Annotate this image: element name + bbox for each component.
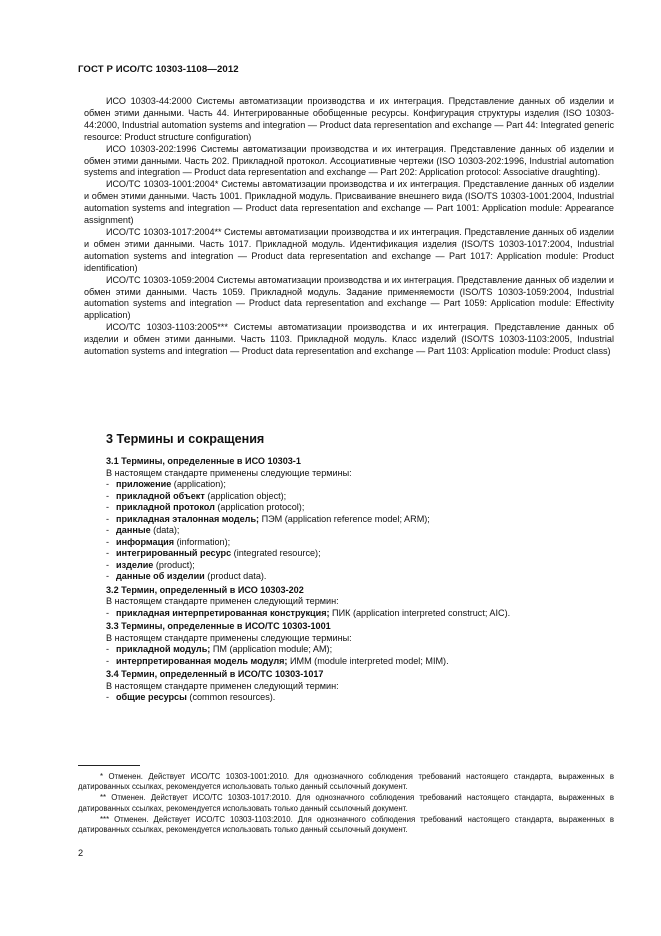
reference-text: Системы автоматизации производства и их интеграция. Представление данных об изделии и обмен этими данными. Часть 1103. Прикладной модуль. Класс изделий (ISO/TS 10303-1103:2005, Industrial automation systems and integration — Product data representation and exchange — Part 1103: Application module: Product class) bbox=[84, 322, 614, 357]
term-name: интегрированный ресурс bbox=[116, 548, 232, 558]
term-name: прикладной объект bbox=[116, 490, 205, 501]
term-name: информация bbox=[116, 536, 175, 547]
term-name: прикладной модуль; bbox=[116, 644, 211, 654]
term-item bbox=[106, 491, 616, 503]
reference-entry bbox=[84, 144, 614, 180]
list-dash: - bbox=[106, 571, 110, 581]
term-list bbox=[106, 644, 616, 667]
term-name: интерпретированная модель модуля; bbox=[116, 655, 288, 666]
term-name: данные об изделии bbox=[116, 571, 205, 581]
list-dash: - bbox=[106, 536, 110, 547]
reference-code: ИСО/ТС 10303-1017:2004** bbox=[106, 226, 222, 237]
term-rest: ПЭМ (application reference model; ARM); bbox=[259, 513, 430, 524]
term-list bbox=[106, 692, 616, 704]
subsection-heading: 3.1 Термины, определенные в ИСО 10303-1 bbox=[106, 456, 301, 466]
term-item bbox=[106, 644, 616, 656]
list-dash: - bbox=[106, 655, 110, 666]
term-rest: (product); bbox=[153, 559, 195, 570]
reference-code: ИСО/ТС 10303-1001:2004* bbox=[106, 179, 219, 190]
reference-text: Системы автоматизации производства и их интеграция. Представление данных об изделии и обмен этими данными. Часть 1059. Прикладной модуль. Задание применяемости (ISO/TS 10303-1059:2004, Industrial automation systems and integration — Product data representation and exchange — Part 1059: Application module: Effectivity application) bbox=[84, 274, 614, 321]
term-list bbox=[106, 479, 616, 583]
term-rest: (common resources). bbox=[186, 692, 276, 702]
term-item bbox=[106, 479, 616, 491]
reference-entry bbox=[84, 96, 614, 144]
term-rest: (application); bbox=[171, 479, 226, 489]
list-dash: - bbox=[106, 548, 110, 558]
subsection-intro: В настоящем стандарте применены следующие термины: bbox=[106, 632, 352, 643]
reference-text: Системы автоматизации производства и их интеграция. Представление данных об изделии и обмен этими данными. Часть 44. Интегрированные обобщенные ресурсы. Конфигурация структуры изделия (ISO 10303-44:2000, Industrial automation systems and integration — Product data representation and exchange — Part 44: Integrated generic resource: Product structure configuration) bbox=[84, 96, 614, 142]
term-rest: (application protocol); bbox=[214, 502, 305, 512]
term-list bbox=[106, 608, 616, 620]
list-dash: - bbox=[106, 559, 110, 570]
term-name: прикладной протокол bbox=[116, 502, 215, 512]
term-rest: ИММ (module interpreted model; MIM). bbox=[287, 655, 449, 666]
section-title: 3 Термины и сокращения bbox=[106, 432, 265, 446]
reference-entry bbox=[84, 179, 614, 227]
term-name: общие ресурсы bbox=[116, 692, 187, 702]
subsection-intro: В настоящем стандарте применен следующий термин: bbox=[106, 680, 339, 691]
list-dash: - bbox=[106, 644, 110, 654]
reference-entry bbox=[84, 275, 614, 323]
term-item bbox=[106, 692, 616, 704]
reference-entry bbox=[84, 227, 614, 275]
list-dash: - bbox=[106, 490, 110, 501]
term-rest: (application object); bbox=[204, 490, 287, 501]
footnote-divider bbox=[78, 765, 140, 766]
reference-entry bbox=[84, 322, 614, 358]
term-rest: ПМ (application module; AM); bbox=[210, 644, 333, 654]
footnote: * Отменен. Действует ИСО/ТС 10303-1001:2010. Для однозначного соблюдения требований настоящего стандарта, выраженных в датированных ссылках, рекомендуется использовать только данный ссылочный документ. bbox=[78, 772, 614, 792]
term-item bbox=[106, 537, 616, 549]
term-item bbox=[106, 514, 616, 526]
reference-text: Системы автоматизации производства и их интеграция. Представление данных об изделии и обмен этими данными. Часть 1001. Прикладной модуль. Присваивание внешнего вида (ISO/TS 10303-1001:2004, Industrial automation systems and integration — Product data representation and exchange — Part 1001: Application module: Appearance assignment) bbox=[84, 179, 614, 226]
reference-text: Системы автоматизации производства и их интеграция. Представление данных об изделии и обмен этими данными. Часть 202. Прикладной протокол. Ассоциативные чертежи (ISO 10303-202:1996, Industrial automation systems and integration — Product data representation and exchange — Part 202: Application protocol: Associative draughting). bbox=[84, 143, 614, 178]
term-name: изделие bbox=[116, 559, 154, 570]
subsection-intro: В настоящем стандарте применены следующие термины: bbox=[106, 467, 352, 478]
term-rest: (product data). bbox=[204, 571, 267, 581]
term-name: данные bbox=[116, 525, 151, 535]
term-item bbox=[106, 548, 616, 560]
list-dash: - bbox=[106, 607, 110, 618]
subsection-intro: В настоящем стандарте применен следующий термин: bbox=[106, 596, 339, 606]
term-name: прикладная интерпретированная конструкция; bbox=[116, 607, 330, 618]
term-rest: (integrated resource); bbox=[231, 548, 321, 558]
subsection-heading: 3.4 Термин, определенный в ИСО/ТС 10303-1017 bbox=[106, 669, 324, 679]
reference-code: ИСО/ТС 10303-1103:2005*** bbox=[106, 322, 228, 333]
document-header: ГОСТ Р ИСО/ТС 10303-1108—2012 bbox=[78, 64, 239, 75]
subsection-heading: 3.3 Термины, определенные в ИСО/ТС 10303-1001 bbox=[106, 621, 331, 631]
list-dash: - bbox=[106, 692, 110, 702]
reference-code: ИСО 10303-44:2000 bbox=[106, 96, 192, 106]
list-dash: - bbox=[106, 513, 110, 524]
page-number: 2 bbox=[78, 848, 84, 858]
reference-text: Системы автоматизации производства и их интеграция. Представление данных об изделии и обмен этими данными. Часть 1017. Прикладной модуль. Идентификация изделия (ISO/TS 10303-1017:2004, Industrial automation systems and integration — Product data representation and exchange — Part 1017: Application module: Product identification) bbox=[84, 226, 614, 273]
term-item bbox=[106, 525, 616, 537]
term-item bbox=[106, 608, 616, 620]
reference-code: ИСО 10303-202:1996 bbox=[106, 143, 197, 154]
terms-section bbox=[106, 456, 616, 704]
term-item bbox=[106, 656, 616, 668]
footnote: *** Отменен. Действует ИСО/ТС 10303-1103:2010. Для однозначного соблюдения требований настоящего стандарта, выраженных в датированных ссылках, рекомендуется использовать только данный ссылочный документ. bbox=[78, 814, 614, 835]
term-item bbox=[106, 571, 616, 583]
list-dash: - bbox=[106, 479, 110, 489]
list-dash: - bbox=[106, 525, 110, 535]
normative-references bbox=[84, 96, 614, 358]
term-name: приложение bbox=[116, 479, 172, 489]
term-name: прикладная эталонная модель; bbox=[116, 513, 260, 524]
term-item bbox=[106, 560, 616, 572]
term-rest: (information); bbox=[174, 536, 231, 547]
footnotes bbox=[78, 772, 614, 836]
term-rest: ПИК (application interpreted construct; AIC). bbox=[329, 607, 511, 618]
term-item bbox=[106, 502, 616, 514]
footnote: ** Отменен. Действует ИСО/ТС 10303-1017:2010. Для однозначного соблюдения требований настоящего стандарта, выраженных в датированных ссылках, рекомендуется использовать только данный ссылочный документ. bbox=[78, 793, 614, 813]
reference-code: ИСО/ТС 10303-1059:2004 bbox=[106, 274, 215, 285]
list-dash: - bbox=[106, 502, 110, 512]
term-rest: (data); bbox=[150, 525, 180, 535]
subsection-heading: 3.2 Термин, определенный в ИСО 10303-202 bbox=[106, 584, 304, 595]
